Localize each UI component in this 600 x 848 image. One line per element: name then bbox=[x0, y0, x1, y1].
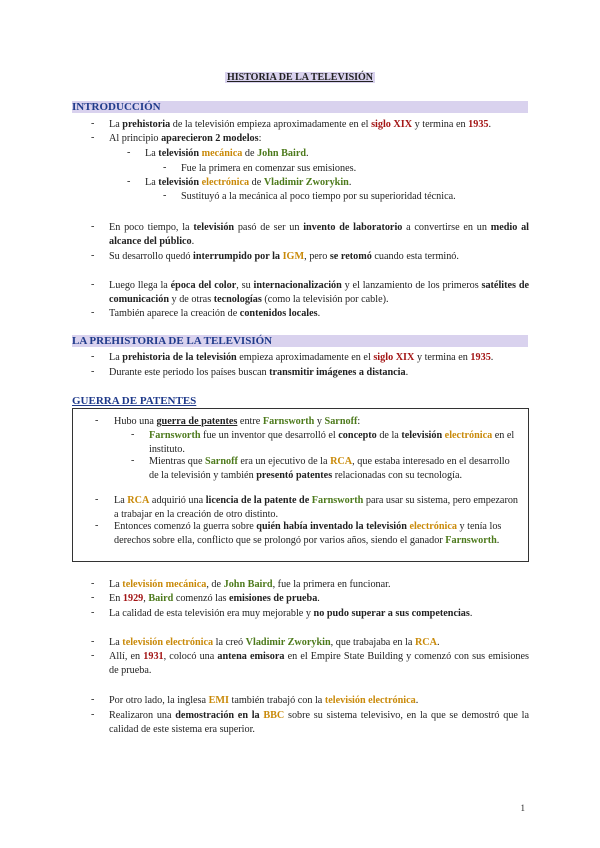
bullet-dash: - bbox=[91, 709, 95, 720]
bullet-dash: - bbox=[95, 520, 99, 531]
paragraph: Allí, en 1931, colocó una antena emisora en el Empire State Building y comenzó con sus emisiones de prueba. bbox=[109, 651, 530, 676]
paragraph: La televisión electrónica de Vladimir Zworykin. bbox=[145, 177, 352, 188]
section-heading-intro: INTRODUCCIÓN bbox=[72, 101, 528, 113]
section-heading-prehistoria: LA PREHISTORIA DE LA TELEVISIÓN bbox=[72, 335, 528, 347]
section-heading-guerra: GUERRA DE PATENTES bbox=[72, 395, 197, 407]
paragraph: Entonces comenzó la guerra sobre quién había inventado la televisión electrónica y tenía los derechos sobre ella, conflicto que se prolongó por varios años, siendo el ganador Farnsworth. bbox=[114, 521, 502, 546]
paragraph: También aparece la creación de contenidos locales. bbox=[109, 308, 321, 319]
paragraph: Sustituyó a la mecánica al poco tiempo por su superioridad técnica. bbox=[181, 191, 456, 202]
bullet-dash: - bbox=[91, 578, 95, 589]
paragraph: Su desarrollo quedó interrumpido por la IGM, pero se retomó cuando esta terminó. bbox=[109, 251, 459, 262]
bullet-dash: - bbox=[91, 250, 95, 261]
bullet-dash: - bbox=[131, 455, 135, 466]
paragraph: La prehistoria de la televisión empieza aproximadamente en el siglo XIX y termina en 1935. bbox=[109, 352, 494, 363]
bullet-dash: - bbox=[91, 279, 95, 290]
bullet-dash: - bbox=[91, 307, 95, 318]
paragraph: Realizaron una demostración en la BBC sobre su sistema televisivo, en la que se demostró que la calidad de este sistema era superior. bbox=[109, 710, 529, 735]
paragraph: Farnsworth fue un inventor que desarrolló el concepto de la televisión electrónica en el instituto. bbox=[149, 430, 515, 455]
bullet-dash: - bbox=[91, 592, 95, 603]
bullet-dash: - bbox=[163, 162, 167, 173]
bullet-dash: - bbox=[91, 366, 95, 377]
bullet-dash: - bbox=[91, 650, 95, 661]
bullet-dash: - bbox=[95, 494, 99, 505]
bullet-dash: - bbox=[163, 190, 167, 201]
page-number: 1 bbox=[520, 803, 525, 813]
paragraph: En poco tiempo, la televisión pasó de ser un invento de laboratorio a convertirse en un medio al alcance del público. bbox=[109, 222, 529, 247]
paragraph: La televisión electrónica la creó Vladimir Zworykin, que trabajaba en la RCA. bbox=[109, 637, 440, 648]
bullet-dash: - bbox=[91, 221, 95, 232]
paragraph: Hubo una guerra de patentes entre Farnsworth y Sarnoff: bbox=[114, 416, 361, 427]
bullet-dash: - bbox=[91, 607, 95, 618]
page-title: HISTORIA DE LA TELEVISIÓN bbox=[226, 72, 374, 83]
paragraph: Por otro lado, la inglesa EMI también trabajó con la televisión electrónica. bbox=[109, 695, 419, 706]
paragraph: La RCA adquirió una licencia de la patente de Farnsworth para usar su sistema, pero empezaron a trabajar en la creación de otro distinto. bbox=[114, 495, 519, 520]
bullet-dash: - bbox=[95, 415, 99, 426]
paragraph: La calidad de esta televisión era muy mejorable y no pudo superar a sus competencias. bbox=[109, 608, 473, 619]
paragraph: La televisión mecánica de John Baird. bbox=[145, 148, 309, 159]
bullet-dash: - bbox=[91, 694, 95, 705]
bullet-dash: - bbox=[91, 351, 95, 362]
bullet-dash: - bbox=[127, 176, 131, 187]
paragraph: Fue la primera en comenzar sus emisiones. bbox=[181, 163, 357, 174]
paragraph: La televisión mecánica, de John Baird, fue la primera en funcionar. bbox=[109, 579, 391, 590]
paragraph: En 1929, Baird comenzó las emisiones de prueba. bbox=[109, 593, 320, 604]
paragraph: Durante este periodo los países buscan transmitir imágenes a distancia. bbox=[109, 367, 409, 378]
bullet-dash: - bbox=[131, 429, 135, 440]
bullet-dash: - bbox=[91, 636, 95, 647]
paragraph: Luego llega la época del color, su internacionalización y el lanzamiento de los primeros satélites de comunicación y de otras tecnologías (como la televisión por cable). bbox=[109, 280, 530, 305]
paragraph: Al principio aparecieron 2 modelos: bbox=[109, 133, 262, 144]
paragraph: La prehistoria de la televisión empieza aproximadamente en el siglo XIX y termina en 1935. bbox=[109, 119, 492, 130]
bullet-dash: - bbox=[91, 132, 95, 143]
bullet-dash: - bbox=[91, 118, 95, 129]
paragraph: Mientras que Sarnoff era un ejecutivo de la RCA, que estaba interesado en el desarrollo de la televisión y también presentó patentes relacionadas con su tecnología. bbox=[149, 456, 510, 481]
bullet-dash: - bbox=[127, 147, 131, 158]
